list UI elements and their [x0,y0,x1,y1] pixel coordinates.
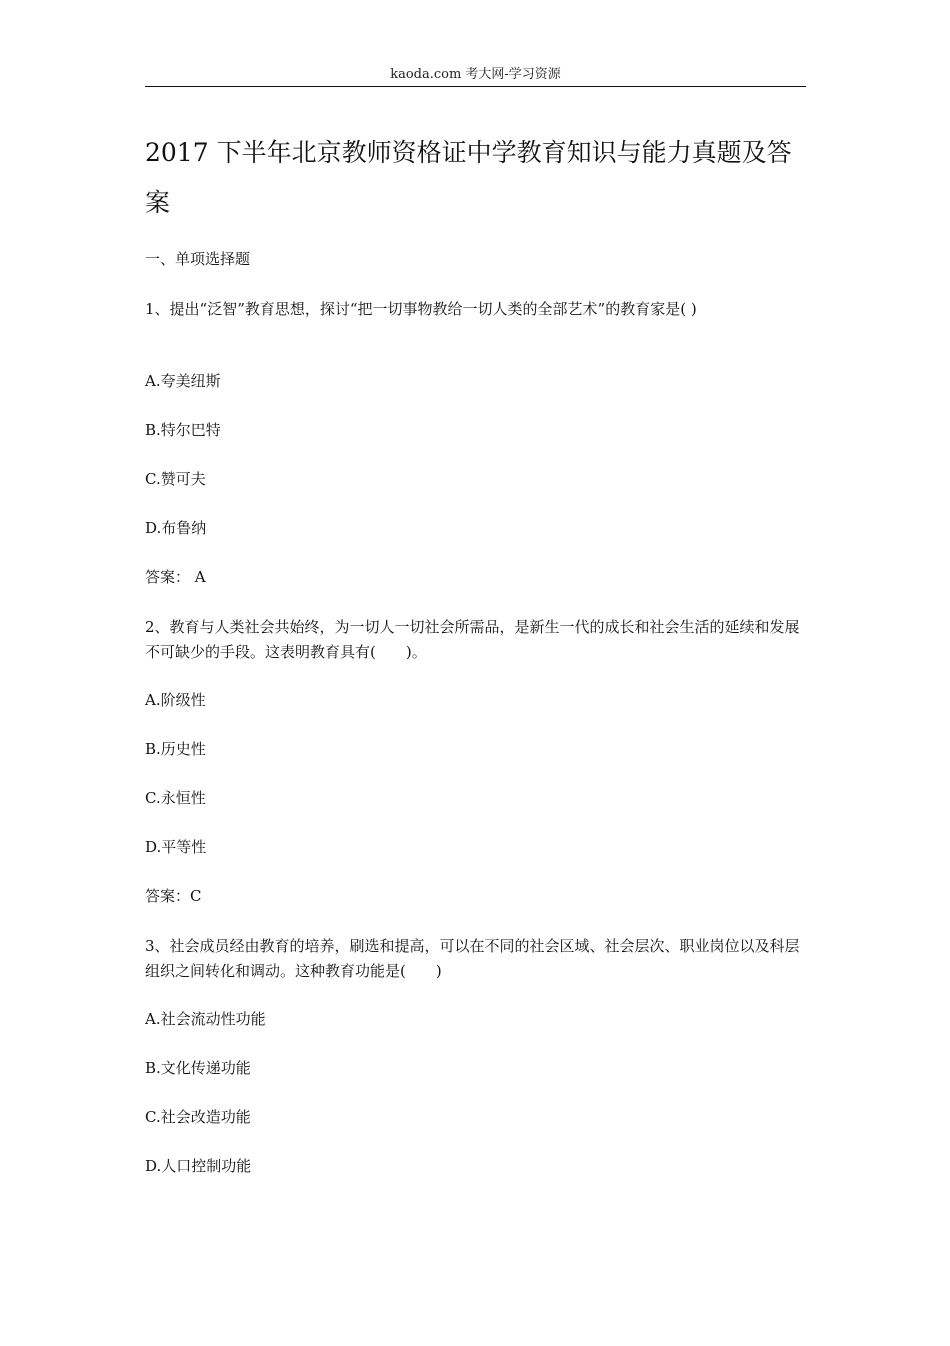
question-1-option-b: B.特尔巴特 [145,421,221,439]
question-3-option-d: D.人口控制功能 [145,1157,252,1175]
question-2-option-b: B.历史性 [145,740,206,758]
header-divider [145,86,806,87]
question-1-answer: 答案： A [145,568,206,586]
section-heading: 一、单项选择题 [145,250,251,268]
question-2-option-a: A.阶级性 [145,691,206,709]
page-header-source: kaoda.com 考大网-学习资源 [390,67,561,82]
question-3-stem: 3、社会成员经由教育的培养，刷选和提高，可以在不同的社会区域、社会层次、职业岗位以及科层组织之间转化和调动。这种教育功能是( ) [145,937,800,980]
question-1-option-d: D.布鲁纳 [145,519,207,537]
question-2-answer: 答案：C [145,887,202,905]
question-3-option-b: B.文化传递功能 [145,1059,251,1077]
question-1-option-a: A.夸美纽斯 [145,372,221,390]
question-2-option-c: C.永恒性 [145,789,206,807]
question-1-stem: 1、提出“泛智”教育思想，探讨“把一切事物教给一切人类的全部艺术”的教育家是( ) [145,300,697,318]
question-3-option-a: A.社会流动性功能 [145,1010,266,1028]
question-1-option-c: C.赞可夫 [145,470,206,488]
question-2-stem: 2、教育与人类社会共始终，为一切人一切社会所需品，是新生一代的成长和社会生活的延续和发展不可缺少的手段。这表明教育具有( )。 [145,618,800,661]
question-2-option-d: D.平等性 [145,838,207,856]
document-title: 2017 下半年北京教师资格证中学教育知识与能力真题及答案 [145,138,792,217]
question-3-option-c: C.社会改造功能 [145,1108,251,1126]
